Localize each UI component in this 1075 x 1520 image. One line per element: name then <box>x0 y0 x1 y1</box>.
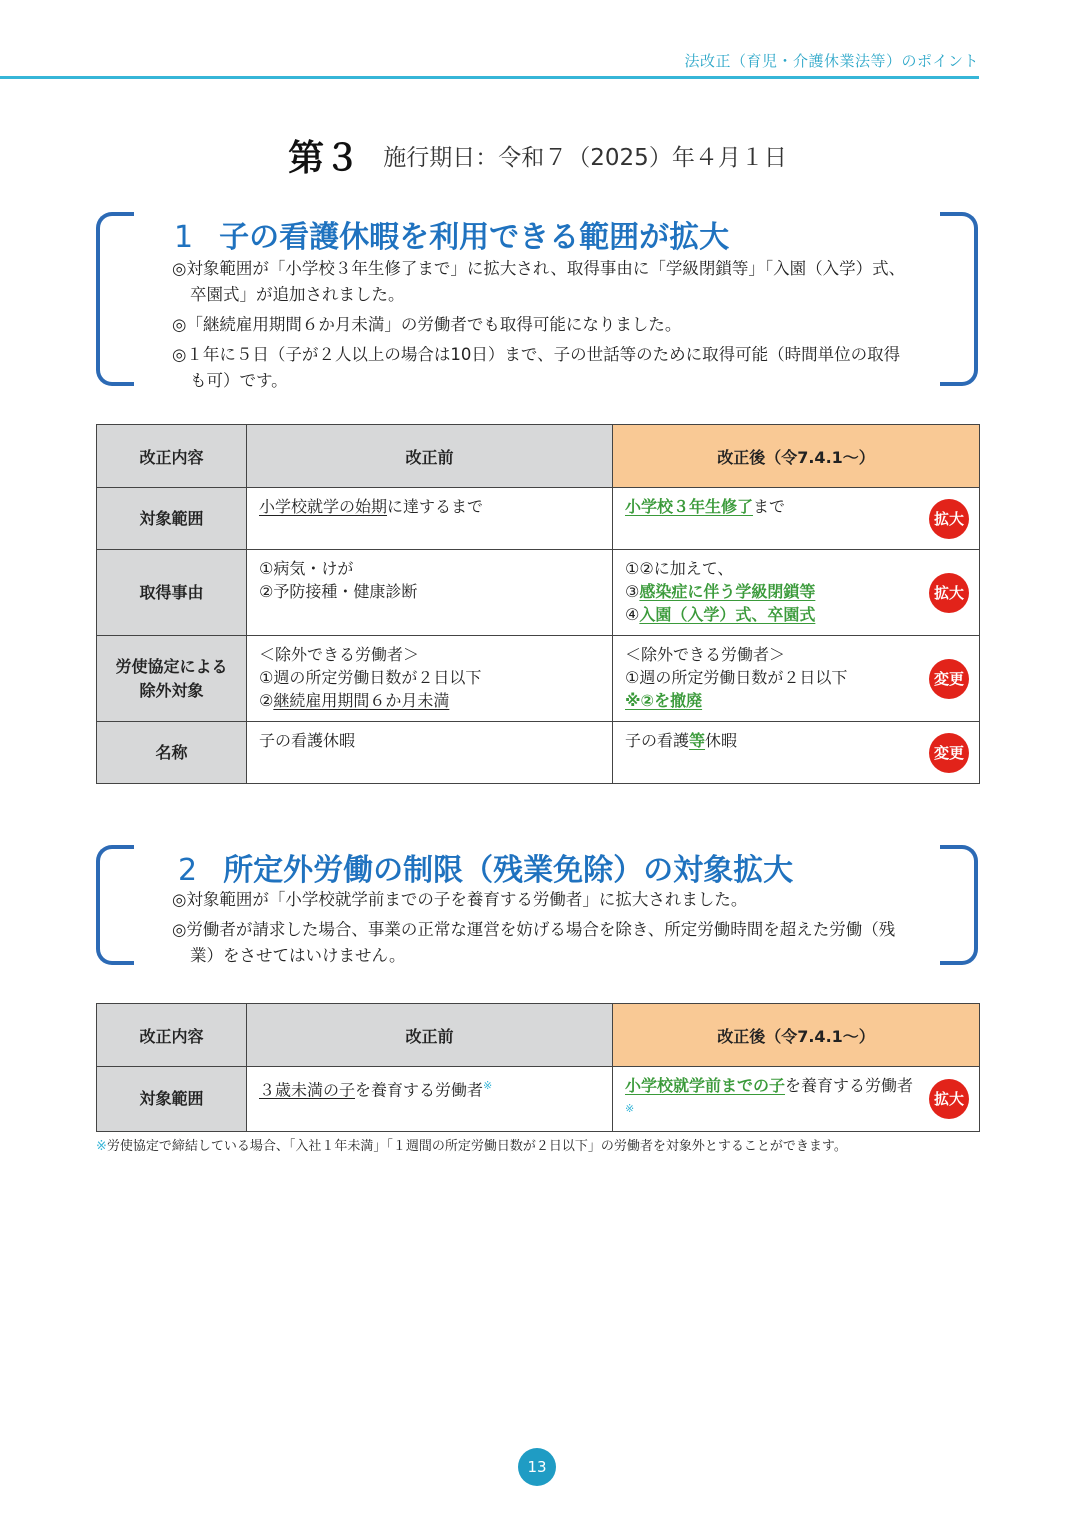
section-1 <box>96 212 978 390</box>
bracket-right <box>940 212 978 386</box>
bracket-left <box>96 845 134 965</box>
before-cell: 子の看護休暇 <box>247 722 613 784</box>
table-2 <box>96 1003 980 1132</box>
row-label: 労使協定による 除外対象 <box>97 636 247 722</box>
change-badge: 変更 <box>929 733 969 773</box>
expand-badge: 拡大 <box>929 499 969 539</box>
after-cell: ＜除外できる労働者＞ ①週の所定労働日数が２日以下 ※②を撤廃 変更 <box>613 636 980 722</box>
header-cell: 改正前 <box>247 425 613 488</box>
effective-date: 施行期日：令和７（2025）年４月１日 <box>383 145 787 171</box>
point: ◎「継続雇用期間６か月未満」の労働者でも取得可能になりました。 <box>172 315 682 334</box>
page-number: 13 <box>518 1448 556 1486</box>
after-cell: 子の看護等休暇 変更 <box>613 722 980 784</box>
header-cell: 改正内容 <box>97 425 247 488</box>
header-title: 法改正（育児・介護休業法等）のポイント <box>684 52 979 70</box>
section-1-points <box>172 256 912 398</box>
table-row <box>97 550 980 636</box>
after-cell: 小学校就学前までの子を養育する労働者※ 拡大 <box>613 1067 980 1132</box>
header-cell: 改正前 <box>247 1004 613 1067</box>
before-cell: 小学校就学の始期に達するまで <box>247 488 613 550</box>
after-cell: 小学校３年生修了まで 拡大 <box>613 488 980 550</box>
table-row <box>97 1067 980 1132</box>
section-2 <box>96 845 978 965</box>
table-header-row <box>97 1004 980 1067</box>
table-row <box>97 488 980 550</box>
header-cell: 改正後（令7.4.1～） <box>613 425 980 488</box>
bracket-right <box>940 845 978 965</box>
section-2-title: 2 所定外労働の制限（残業免除）の対象拡大 <box>178 853 794 888</box>
change-badge: 変更 <box>929 659 969 699</box>
after-cell: ①②に加えて、 ③感染症に伴う学級閉鎖等 ④入園（入学）式、卒園式 拡大 <box>613 550 980 636</box>
row-label: 名称 <box>97 722 247 784</box>
page-heading <box>0 130 1075 181</box>
table-row <box>97 636 980 722</box>
part-number: 第３ <box>288 138 361 179</box>
before-cell: ①病気・けが ②予防接種・健康診断 <box>247 550 613 636</box>
row-label: 取得事由 <box>97 550 247 636</box>
before-cell: ＜除外できる労働者＞ ①週の所定労働日数が２日以下 ②継続雇用期間６か月未満 <box>247 636 613 722</box>
section-1-title: 1 子の看護休暇を利用できる範囲が拡大 <box>174 220 730 255</box>
expand-badge: 拡大 <box>929 1079 969 1119</box>
table-row <box>97 722 980 784</box>
header-rule <box>0 76 979 79</box>
row-label: 対象範囲 <box>97 1067 247 1132</box>
expand-badge: 拡大 <box>929 573 969 613</box>
before-cell: ３歳未満の子を養育する労働者※ <box>247 1067 613 1132</box>
point: ◎対象範囲が「小学校３年生修了まで」に拡大され、取得事由に「学級閉鎖等」「入園（入学）式、卒園式」が追加されました。 <box>172 259 906 304</box>
bracket-left <box>96 212 134 386</box>
footnote: ※労使協定で締結している場合、「入社１年未満」「１週間の所定労働日数が２日以下」の労働者を対象外とすることができます。 <box>96 1139 847 1154</box>
row-label: 対象範囲 <box>97 488 247 550</box>
header-cell: 改正後（令7.4.1～） <box>613 1004 980 1067</box>
section-2-points <box>172 887 912 973</box>
table-1 <box>96 424 980 784</box>
point: ◎労働者が請求した場合、事業の正常な運営を妨げる場合を除き、所定労働時間を超えた労働（残業）をさせてはいけません。 <box>172 920 896 965</box>
header-cell: 改正内容 <box>97 1004 247 1067</box>
point: ◎対象範囲が「小学校就学前までの子を養育する労働者」に拡大されました。 <box>172 890 748 909</box>
point: ◎１年に５日（子が２人以上の場合は10日）まで、子の世話等のために取得可能（時間単位の取得も可）です。 <box>172 345 901 390</box>
table-header-row <box>97 425 980 488</box>
